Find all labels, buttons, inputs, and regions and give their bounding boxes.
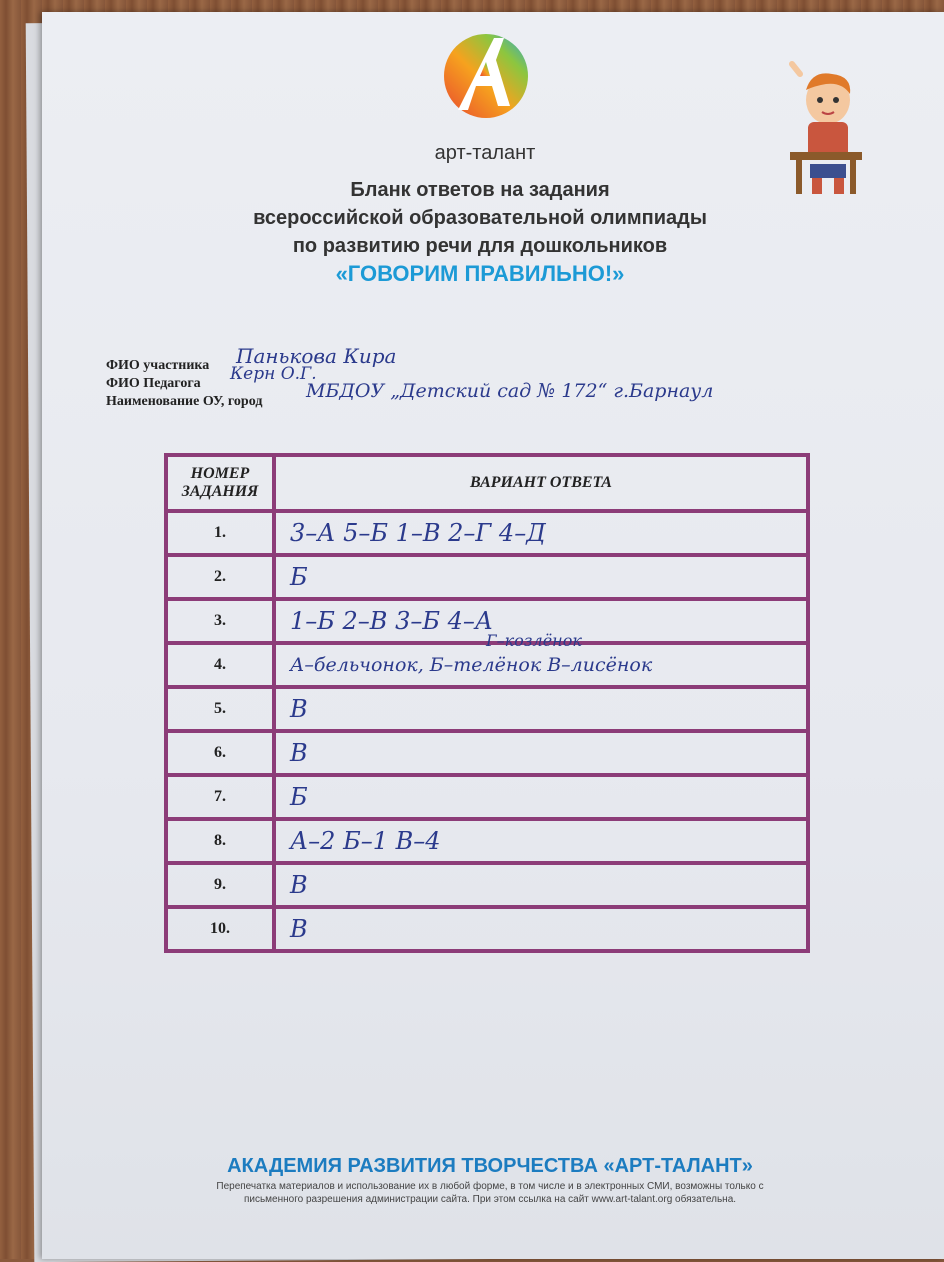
task-number: 6.	[166, 731, 274, 775]
table-row	[166, 863, 808, 907]
answer-cell: 3–А 5–Б 1–В 2–Г 4–Д	[274, 511, 808, 555]
table-row	[166, 731, 808, 775]
school-label: Наименование ОУ, город	[106, 394, 263, 409]
table-row	[166, 643, 808, 687]
child-at-desk-illustration	[782, 60, 868, 200]
task-number: 9.	[166, 863, 274, 907]
table-row	[166, 775, 808, 819]
heading-line-3: по развитию речи для дошкольников	[292, 235, 668, 257]
answer-cell: В	[274, 863, 808, 907]
answer-cell: Б	[274, 775, 808, 819]
answer-cell: В	[274, 731, 808, 775]
table-header-row	[166, 455, 808, 511]
answer-cell: А–2 Б–1 В–4	[274, 819, 808, 863]
footer-note-line-2: письменного разрешения администрации сайта. При этом ссылка на сайт www.art-talant.org обязательна.	[243, 1194, 737, 1205]
task-number: 2.	[166, 555, 274, 599]
task-number: 5.	[166, 687, 274, 731]
answer-cell: В	[274, 907, 808, 951]
answer-cell: Б	[274, 555, 808, 599]
footer-copyright-note	[140, 1180, 840, 1206]
column-header-task-line-2: ЗАДАНИЯ	[181, 483, 259, 500]
art-talant-logo-icon	[440, 30, 532, 122]
answers-table	[164, 453, 810, 953]
task-number: 8.	[166, 819, 274, 863]
column-header-task-number	[166, 455, 274, 511]
school-value: МБДОУ „Детский сад № 172“ г.Барнаул	[306, 380, 714, 402]
column-header-answer: ВАРИАНТ ОТВЕТА	[274, 455, 808, 511]
table-row	[166, 687, 808, 731]
table-row	[166, 555, 808, 599]
task-number: 10.	[166, 907, 274, 951]
teacher-value: Керн О.Г.	[230, 364, 317, 384]
footer-title: АКАДЕМИЯ РАЗВИТИЯ ТВОРЧЕСТВА «АРТ-ТАЛАНТ»	[227, 1155, 753, 1177]
heading-line-2: всероссийской образовательной олимпиады	[253, 207, 707, 229]
answer-cell: В	[274, 687, 808, 731]
heading-line-1: Бланк ответов на задания	[350, 179, 610, 201]
answer-text: А–бельчонок, Б–телёнок В–лисёнок	[290, 654, 653, 676]
task-number: 4.	[166, 643, 274, 687]
task-number: 3.	[166, 599, 274, 643]
participant-value: Панькова Кира	[236, 344, 397, 368]
answer-note: Г–козлёнок	[486, 631, 582, 650]
table-row	[166, 819, 808, 863]
table-row	[166, 907, 808, 951]
brand-name: арт-талант	[434, 142, 536, 164]
task-number: 7.	[166, 775, 274, 819]
table-row	[166, 511, 808, 555]
answer-cell: 1–Б 2–В 3–Б 4–А	[274, 599, 808, 643]
footer-note-line-1: Перепечатка материалов и использование их в любой форме, в том числе и в электронных СМИ, возможны только с	[216, 1181, 764, 1192]
teacher-label: ФИО Педагога	[106, 376, 201, 391]
form-heading	[180, 176, 780, 288]
participant-label: ФИО участника	[106, 358, 210, 373]
answer-cell	[274, 631, 808, 687]
olympiad-name: «ГОВОРИМ ПРАВИЛЬНО!»	[335, 261, 625, 286]
task-number: 1.	[166, 511, 274, 555]
column-header-task-line-1: НОМЕР	[190, 465, 250, 482]
